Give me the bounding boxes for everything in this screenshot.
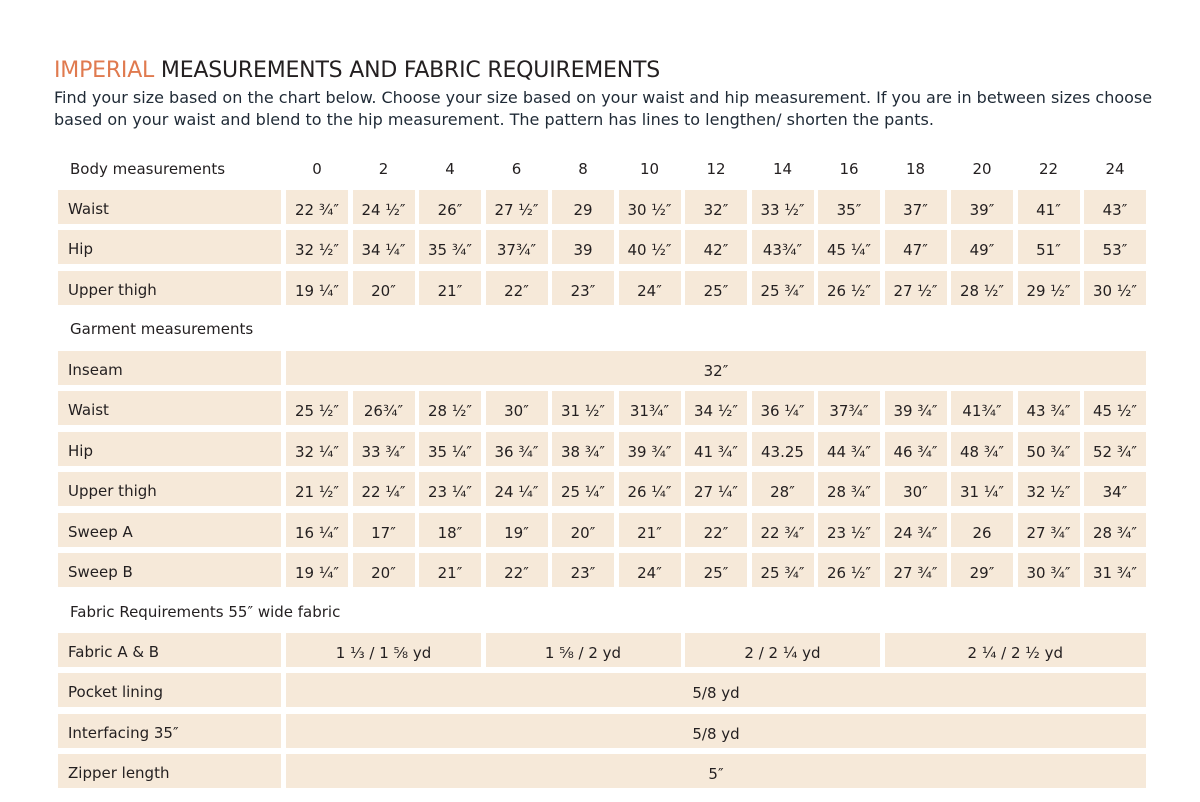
cell-value: 48 ¾″: [960, 443, 1004, 461]
cell-value: 5/8 yd: [692, 684, 740, 702]
table-cell: [818, 271, 880, 305]
cell-value: 41¾″: [962, 402, 1002, 420]
cell-value: 39: [573, 241, 593, 259]
cell-value: 22″: [504, 282, 529, 300]
table-cell: [552, 271, 614, 305]
cell-value: 45 ½″: [1093, 402, 1137, 420]
cell-value: 38 ¾″: [561, 443, 605, 461]
cell-value: 46 ¾″: [893, 443, 938, 461]
table-cell: [552, 391, 614, 425]
table-cell: [286, 432, 348, 466]
cell-value: 34 ¼″: [361, 241, 406, 259]
table-cell: [752, 271, 814, 305]
table-cell: [419, 432, 481, 466]
span-cell: [286, 714, 1146, 748]
cell-value: 28 ½″: [428, 402, 472, 420]
table-cell: [353, 190, 415, 224]
cell-value: 35″: [836, 201, 862, 219]
cell-value: 45 ¼″: [827, 241, 871, 259]
cell-value: 32 ¼″: [295, 443, 339, 461]
table-cell: [619, 513, 681, 547]
table-cell: [486, 432, 548, 466]
cell-value: 36 ¾″: [494, 443, 539, 461]
table-cell: [353, 271, 415, 305]
table-cell: [685, 472, 747, 506]
table-cell: [818, 391, 880, 425]
table-cell: [685, 391, 747, 425]
cell-value: 30 ¾″: [1026, 564, 1071, 582]
cell-value: 1 ⅝ / 2 yd: [544, 644, 622, 662]
row-label: Pocket lining: [58, 673, 281, 707]
span-cell: [885, 633, 1147, 667]
table-cell: [419, 513, 481, 547]
table-cell: [818, 513, 880, 547]
cell-value: 22 ¾″: [760, 524, 805, 542]
cell-value: 22 ¼″: [361, 483, 406, 501]
table-cell: [286, 553, 348, 587]
table-cell: [486, 190, 548, 224]
cell-value: 34 ½″: [694, 402, 738, 420]
table-cell: [619, 553, 681, 587]
table-cell: [419, 391, 481, 425]
cell-value: 23 ½″: [827, 524, 871, 542]
span-cell: [685, 633, 880, 667]
table-cell: [885, 513, 947, 547]
cell-value: 31 ¼″: [960, 483, 1004, 501]
cell-value: 39″: [969, 201, 995, 219]
size-header: 16: [839, 160, 859, 178]
cell-value: 39 ¾″: [893, 402, 938, 420]
span-cell: [286, 754, 1146, 788]
size-header: 24: [1105, 160, 1125, 178]
table-cell: [486, 391, 548, 425]
cell-value: 37¾″: [829, 402, 869, 420]
table-cell: [1018, 553, 1080, 587]
cell-value: 43¾″: [762, 241, 803, 259]
cell-value: 42″: [703, 241, 729, 259]
cell-value: 41″: [1036, 201, 1061, 219]
cell-value: 16 ¼″: [295, 524, 339, 542]
cell-value: 26¾″: [363, 402, 404, 420]
section-label: Garment measurements: [70, 320, 254, 338]
row-label: Upper thigh: [58, 271, 281, 305]
cell-value: 26: [972, 524, 992, 542]
cell-value: 36 ¼″: [760, 402, 805, 420]
table-cell: [1018, 190, 1080, 224]
size-header: 14: [772, 160, 793, 178]
table-cell: [286, 391, 348, 425]
cell-value: 29″: [969, 564, 995, 582]
row-label: Sweep A: [58, 513, 281, 547]
cell-value: 24 ½″: [361, 201, 406, 219]
cell-value: 33 ½″: [760, 201, 805, 219]
table-cell: [552, 432, 614, 466]
cell-value: 24″: [637, 564, 662, 582]
table-cell: [951, 271, 1013, 305]
table-cell: [486, 230, 548, 264]
cell-value: 27 ½″: [893, 282, 938, 300]
table-cell: [951, 553, 1013, 587]
span-cell: [486, 633, 681, 667]
cell-value: 30 ½″: [1093, 282, 1137, 300]
cell-value: 41 ¾″: [694, 443, 738, 461]
cell-value: 20″: [371, 564, 396, 582]
table-cell: [951, 230, 1013, 264]
table-cell: [885, 271, 947, 305]
cell-value: 30 ½″: [627, 201, 672, 219]
cell-value: 26 ¼″: [627, 483, 672, 501]
table-cell: [818, 190, 880, 224]
table-cell: [419, 472, 481, 506]
table-cell: [752, 553, 814, 587]
cell-value: 27 ½″: [494, 201, 539, 219]
row-label: Fabric A & B: [58, 633, 281, 667]
cell-value: 32″: [703, 362, 729, 380]
cell-value: 23 ¼″: [428, 483, 472, 501]
row-label: Inseam: [58, 351, 281, 385]
cell-value: 2 ¼ / 2 ½ yd: [967, 644, 1063, 662]
size-header: 12: [706, 160, 726, 178]
table-cell: [752, 230, 814, 264]
cell-value: 29 ½″: [1026, 282, 1071, 300]
cell-value: 37¾″: [496, 241, 537, 259]
table-cell: [552, 472, 614, 506]
table-cell: [951, 391, 1013, 425]
cell-value: 25 ½″: [295, 402, 339, 420]
table-cell: [818, 230, 880, 264]
cell-value: 25 ¼″: [561, 483, 605, 501]
row-label: Sweep B: [58, 553, 281, 587]
row-label: Interfacing 35″: [58, 714, 281, 748]
row-label: Waist: [58, 190, 281, 224]
section-label: Body measurements: [70, 160, 226, 178]
table-cell: [353, 230, 415, 264]
cell-value: 43″: [1102, 201, 1128, 219]
table-cell: [951, 432, 1013, 466]
table-cell: [885, 230, 947, 264]
table-cell: [752, 190, 814, 224]
cell-value: 24 ¾″: [893, 524, 938, 542]
cell-value: 24″: [637, 282, 662, 300]
table-cell: [1084, 432, 1146, 466]
cell-value: 32″: [703, 201, 729, 219]
cell-value: 27 ¾″: [1026, 524, 1071, 542]
table-cell: [685, 513, 747, 547]
cell-value: 20″: [570, 524, 596, 542]
cell-value: 51″: [1036, 241, 1061, 259]
table-cell: [1084, 472, 1146, 506]
table-cell: [619, 230, 681, 264]
cell-value: 49″: [969, 241, 995, 259]
table-cell: [752, 513, 814, 547]
intro-text: Find your size based on the chart below. Choose your size based on your waist and hip measurement. If you are in between sizes choose based on your waist and blend to the hip measurement. The pattern has lines to lengthen/ shorten the pants.: [54, 88, 1153, 129]
table-cell: [486, 271, 548, 305]
table-cell: [419, 190, 481, 224]
cell-value: 25″: [703, 564, 729, 582]
span-cell: [286, 351, 1146, 385]
cell-value: 43 ¾″: [1026, 402, 1071, 420]
table-cell: [685, 230, 747, 264]
table-cell: [885, 472, 947, 506]
cell-value: 39 ¾″: [627, 443, 672, 461]
table-cell: [685, 432, 747, 466]
cell-value: 19″: [504, 524, 529, 542]
table-cell: [1084, 553, 1146, 587]
table-cell: [1084, 513, 1146, 547]
size-header: 0: [312, 160, 322, 178]
table-cell: [685, 553, 747, 587]
cell-value: 26 ½″: [827, 564, 871, 582]
cell-value: 21″: [437, 564, 463, 582]
cell-value: 18″: [437, 524, 463, 542]
cell-value: 28 ¾″: [827, 483, 871, 501]
cell-value: 40 ½″: [627, 241, 672, 259]
table-cell: [1084, 391, 1146, 425]
cell-value: 25″: [703, 282, 729, 300]
cell-value: 32 ½″: [1026, 483, 1071, 501]
table-cell: [419, 230, 481, 264]
table-cell: [353, 432, 415, 466]
table-cell: [286, 190, 348, 224]
size-header: 4: [445, 160, 455, 178]
table-cell: [752, 472, 814, 506]
table-cell: [1018, 271, 1080, 305]
cell-value: 19 ¼″: [295, 282, 339, 300]
cell-value: 35 ¾″: [428, 241, 472, 259]
title-accent: IMPERIAL: [54, 58, 155, 83]
cell-value: 26″: [437, 201, 463, 219]
row-label: Hip: [58, 432, 281, 466]
table-cell: [552, 553, 614, 587]
table-cell: [619, 391, 681, 425]
table-cell: [752, 432, 814, 466]
table-cell: [685, 271, 747, 305]
size-header: 20: [972, 160, 992, 178]
table-cell: [1018, 432, 1080, 466]
table-cell: [1018, 391, 1080, 425]
table-cell: [818, 553, 880, 587]
table-cell: [353, 553, 415, 587]
size-header: 2: [378, 160, 389, 178]
table-cell: [419, 271, 481, 305]
cell-value: 22 ¾″: [295, 201, 339, 219]
table-cell: [1084, 230, 1146, 264]
cell-value: 21″: [637, 524, 662, 542]
cell-value: 32 ½″: [295, 241, 339, 259]
cell-value: 27 ¾″: [893, 564, 938, 582]
cell-value: 5″: [708, 765, 724, 783]
table-cell: [1084, 190, 1146, 224]
cell-value: 31¾″: [629, 402, 670, 420]
table-cell: [619, 271, 681, 305]
size-header: 18: [905, 160, 926, 178]
cell-value: 19 ¼″: [295, 564, 339, 582]
cell-value: 22″: [703, 524, 729, 542]
table-cell: [619, 190, 681, 224]
table-cell: [885, 553, 947, 587]
table-cell: [353, 472, 415, 506]
cell-value: 26 ½″: [827, 282, 871, 300]
row-label: Hip: [58, 230, 281, 264]
cell-value: 31 ½″: [561, 402, 605, 420]
table-cell: [486, 513, 548, 547]
cell-value: 21″: [437, 282, 463, 300]
row-label: Upper thigh: [58, 472, 281, 506]
cell-value: 30″: [903, 483, 928, 501]
cell-value: 31 ¾″: [1093, 564, 1137, 582]
table-cell: [885, 391, 947, 425]
table-cell: [1084, 271, 1146, 305]
table-cell: [752, 391, 814, 425]
cell-value: 30″: [504, 402, 529, 420]
table-cell: [552, 190, 614, 224]
cell-value: 21 ½″: [295, 483, 339, 501]
table-cell: [486, 472, 548, 506]
title-rest: MEASUREMENTS AND FABRIC REQUIREMENTS: [154, 58, 661, 83]
table-cell: [1018, 230, 1080, 264]
row-label: Waist: [58, 391, 281, 425]
table-cell: [885, 190, 947, 224]
cell-value: 52 ¾″: [1093, 443, 1137, 461]
table-cell: [486, 553, 548, 587]
row-label: Zipper length: [58, 754, 281, 788]
table-cell: [419, 553, 481, 587]
table-cell: [286, 230, 348, 264]
table-cell: [552, 230, 614, 264]
cell-value: 2 / 2 ¼ yd: [744, 644, 821, 662]
cell-value: 37″: [903, 201, 928, 219]
table-cell: [951, 513, 1013, 547]
size-header: 10: [639, 160, 660, 178]
table-cell: [286, 513, 348, 547]
size-header: 8: [578, 160, 588, 178]
table-cell: [286, 271, 348, 305]
cell-value: 28 ½″: [960, 282, 1004, 300]
table-cell: [1018, 472, 1080, 506]
table-cell: [619, 432, 681, 466]
cell-value: 23″: [570, 564, 596, 582]
cell-value: 44 ¾″: [827, 443, 871, 461]
section-label: Fabric Requirements 55″ wide fabric: [70, 603, 341, 621]
size-header: 6: [511, 160, 522, 178]
cell-value: 34″: [1102, 483, 1128, 501]
cell-value: 24 ¼″: [494, 483, 539, 501]
table-cell: [885, 432, 947, 466]
cell-value: 17″: [371, 524, 396, 542]
table-cell: [353, 391, 415, 425]
cell-value: 23″: [570, 282, 596, 300]
cell-value: 5/8 yd: [692, 725, 740, 743]
cell-value: 29: [573, 201, 593, 219]
table-cell: [685, 190, 747, 224]
cell-value: 28 ¾″: [1093, 524, 1137, 542]
span-cell: [286, 633, 481, 667]
cell-value: 43.25: [761, 443, 804, 461]
cell-value: 22″: [504, 564, 529, 582]
table-cell: [353, 513, 415, 547]
table-cell: [286, 472, 348, 506]
table-cell: [951, 190, 1013, 224]
cell-value: 53″: [1102, 241, 1128, 259]
table-cell: [951, 472, 1013, 506]
cell-value: 25 ¾″: [760, 282, 805, 300]
cell-value: 50 ¾″: [1026, 443, 1071, 461]
table-cell: [552, 513, 614, 547]
table-cell: [818, 432, 880, 466]
cell-value: 27 ¼″: [694, 483, 738, 501]
cell-value: 28″: [770, 483, 795, 501]
size-header: 22: [1038, 160, 1059, 178]
cell-value: 1 ⅓ / 1 ⅝ yd: [335, 644, 432, 662]
table-cell: [818, 472, 880, 506]
cell-value: 20″: [371, 282, 396, 300]
table-cell: [619, 472, 681, 506]
cell-value: 25 ¾″: [760, 564, 805, 582]
cell-value: 47″: [903, 241, 928, 259]
cell-value: 33 ¾″: [361, 443, 406, 461]
table-cell: [1018, 513, 1080, 547]
cell-value: 35 ¼″: [428, 443, 472, 461]
span-cell: [286, 673, 1146, 707]
